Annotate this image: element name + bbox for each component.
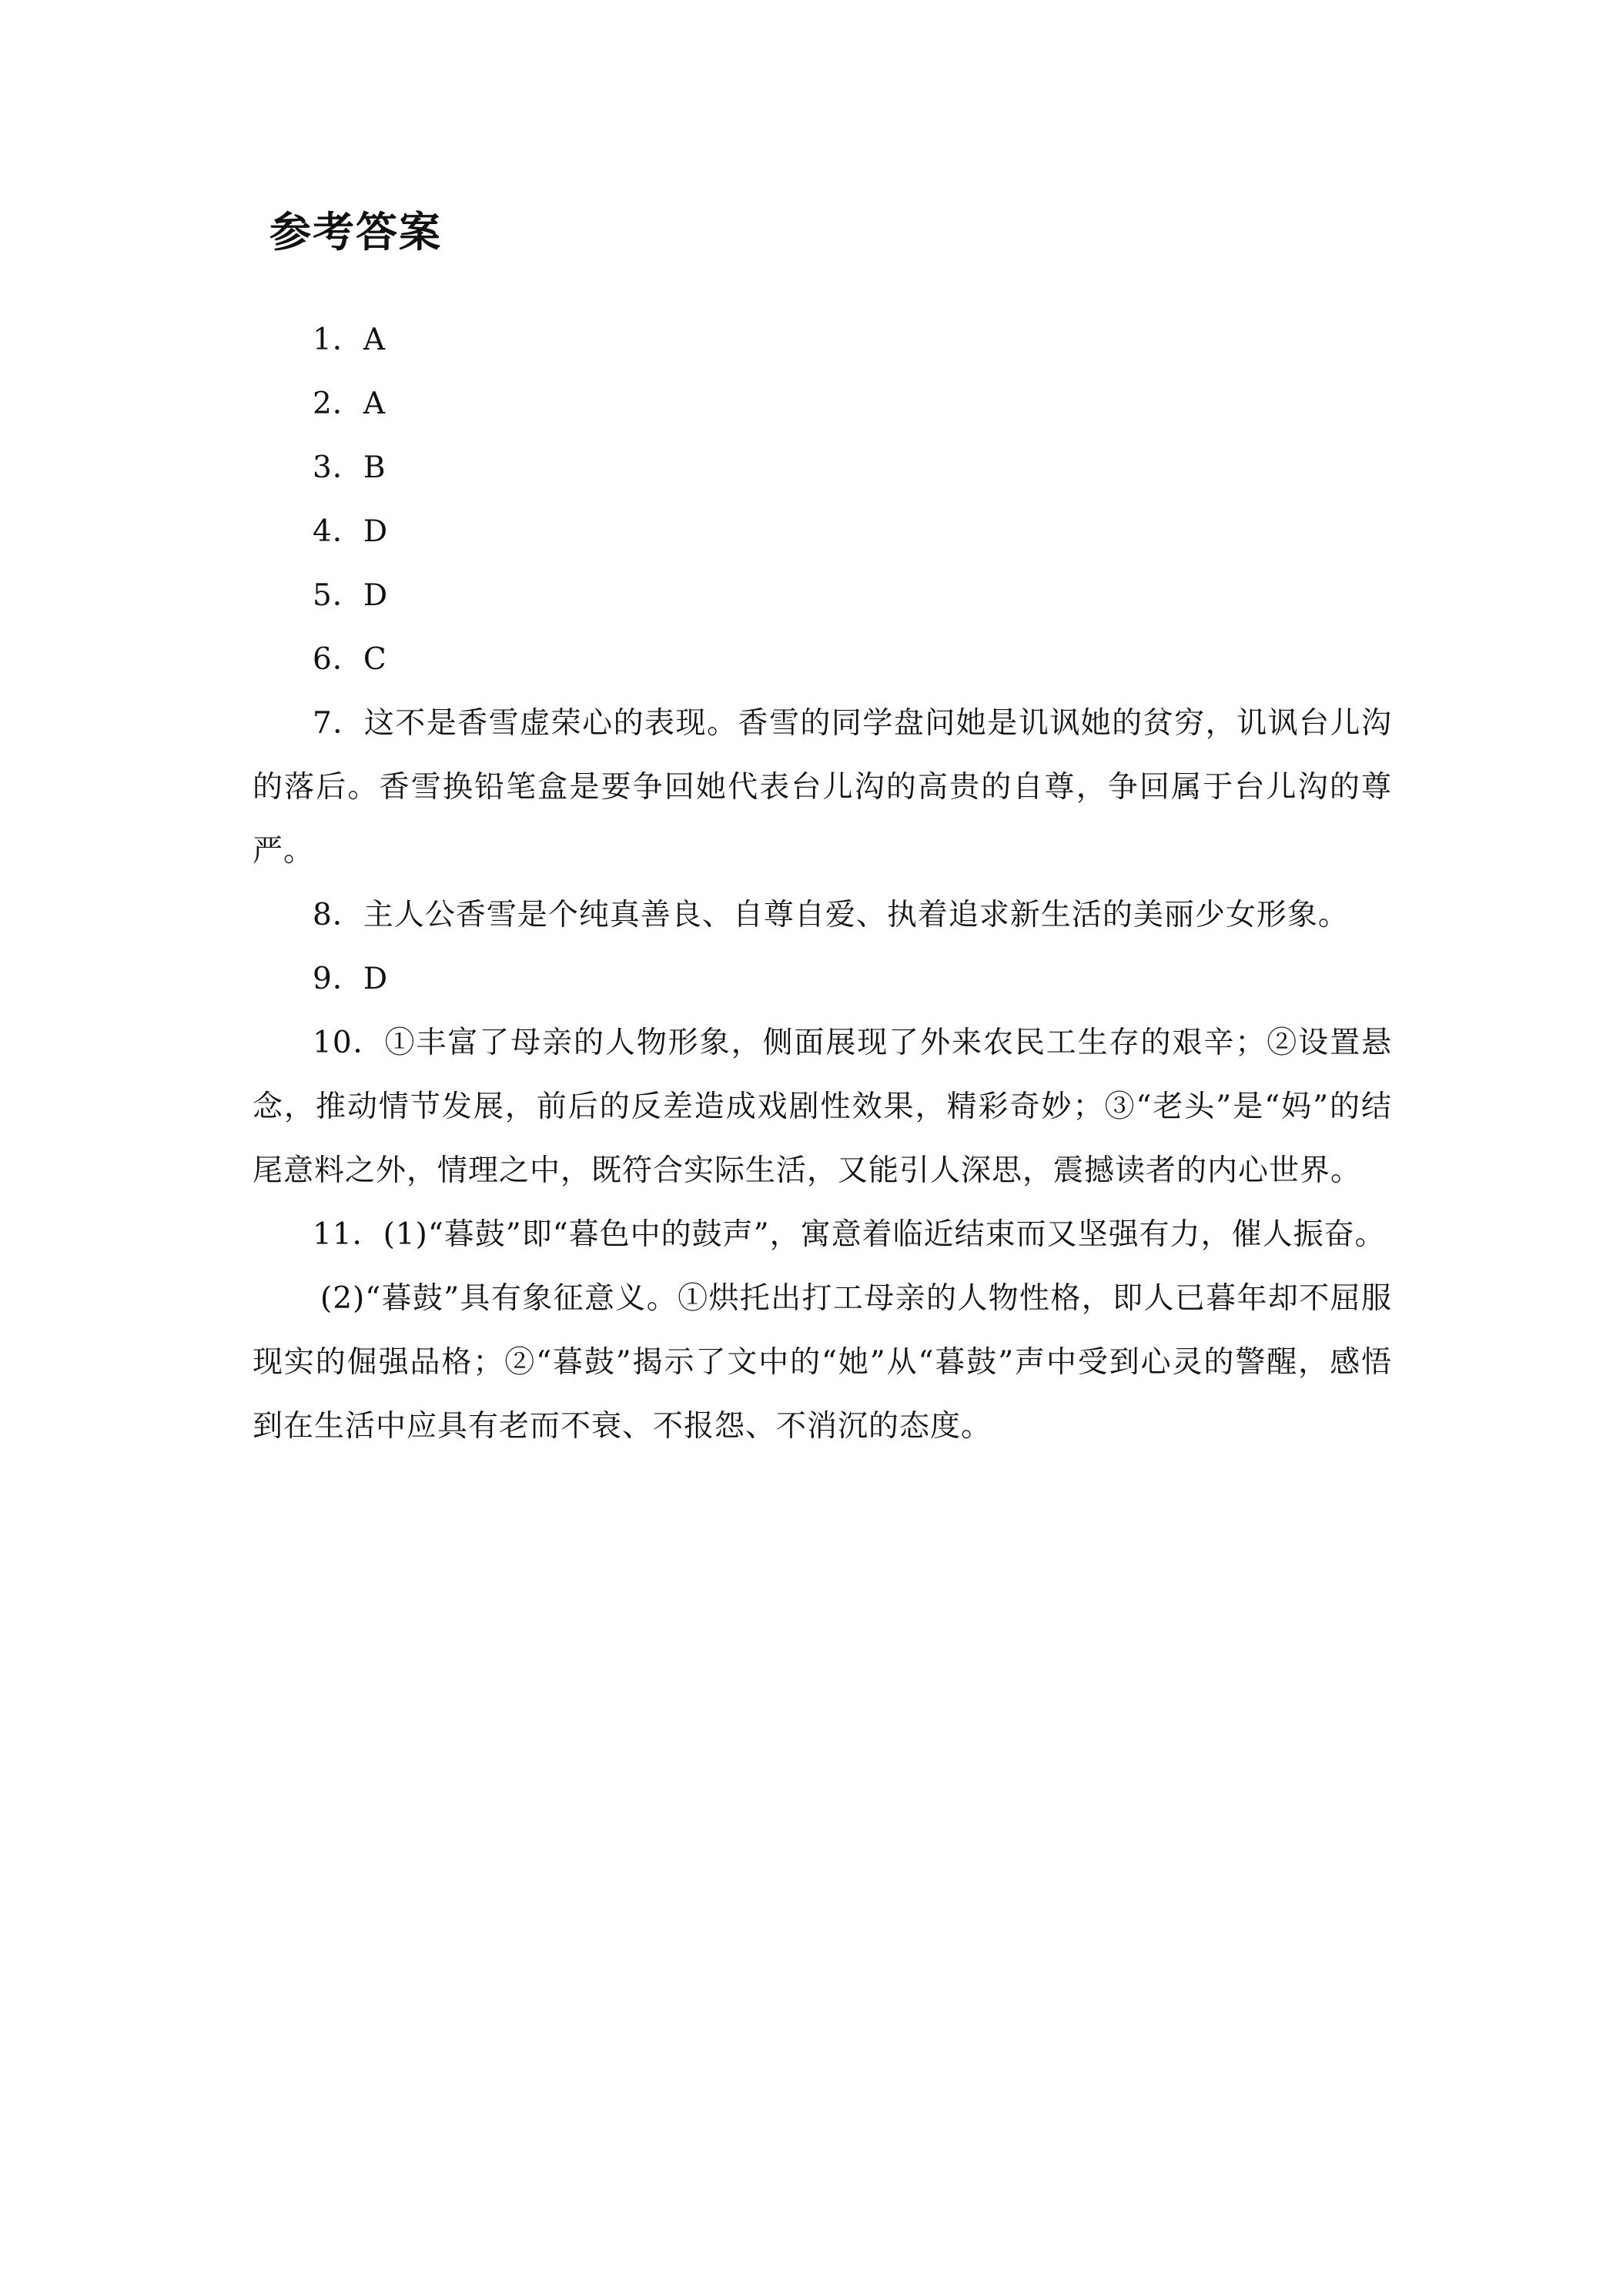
answer-6: 6．C	[313, 642, 387, 677]
answer-1: 1．A	[313, 323, 386, 357]
answer-list	[253, 308, 1392, 1458]
answer-8: 8．主人公香雪是个纯真善良、自尊自爱、执着追求新生活的美丽少女形象。	[313, 898, 1349, 932]
answer-5: 5．D	[313, 578, 389, 613]
answer-2: 2．A	[313, 387, 386, 421]
answer-4: 4．D	[313, 514, 389, 549]
answer-11-part-1: 11．(1)“暮鼓”即“暮色中的鼓声”，寓意着临近结束而又坚强有力，催人振奋。	[313, 1217, 1386, 1252]
answer-7: 7．这不是香雪虚荣心的表现。香雪的同学盘问她是讥讽她的贫穷，讥讽台儿沟的落后。香雪换铅笔盒是要争回她代表台儿沟的高贵的自尊，争回属于台儿沟的尊严。	[253, 706, 1392, 869]
answer-3: 3．B	[313, 450, 387, 485]
answer-10: 10．①丰富了母亲的人物形象，侧面展现了外来农民工生存的艰辛；②设置悬念，推动情节发展，前后的反差造成戏剧性效果，精彩奇妙；③“老头”是“妈”的结尾意料之外，情理之中，既符合实际生活，又能引人深思，震撼读者的内心世界。	[253, 1026, 1392, 1188]
answer-9: 9．D	[313, 962, 389, 996]
page-title: 参考答案	[269, 208, 442, 256]
answer-11-part-2: (2)“暮鼓”具有象征意义。①烘托出打工母亲的人物性格，即人已暮年却不屈服现实的倔强品格；②“暮鼓”揭示了文中的“她”从“暮鼓”声中受到心灵的警醒，感悟到在生活中应具有老而不衰、不报怨、不消沉的态度。	[253, 1281, 1392, 1444]
